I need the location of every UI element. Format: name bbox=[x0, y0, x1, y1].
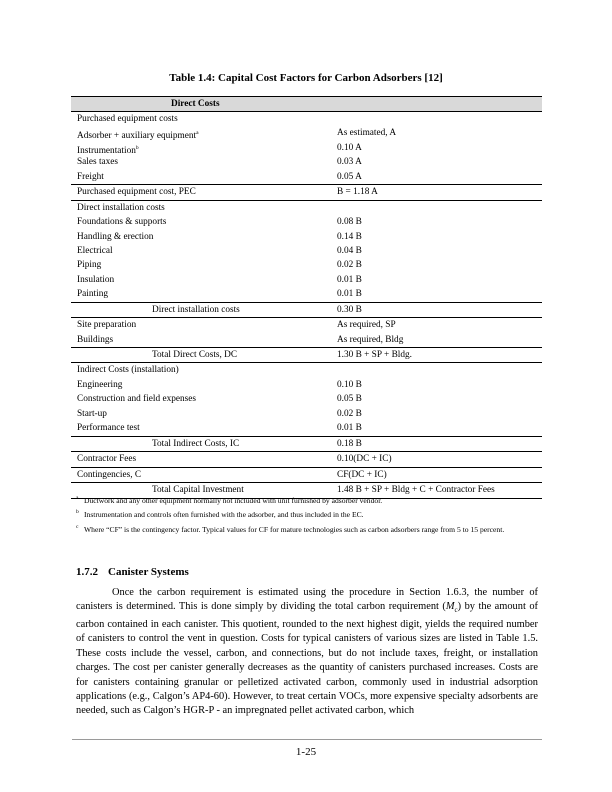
row-value: As required, Bldg bbox=[337, 334, 404, 345]
row-value: 0.01 B bbox=[337, 423, 362, 434]
row-label: Direct installation costs bbox=[77, 202, 165, 213]
footnote-mark: b bbox=[76, 509, 79, 516]
table-row bbox=[71, 244, 542, 258]
row-label-text: Instrumentation bbox=[77, 145, 136, 156]
footnote-b bbox=[76, 510, 544, 520]
row-value: As estimated, A bbox=[337, 128, 397, 139]
row-label: Freight bbox=[77, 171, 104, 182]
row-value: 0.14 B bbox=[337, 231, 362, 242]
table-row bbox=[71, 126, 542, 140]
row-label: Site preparation bbox=[77, 320, 137, 331]
row-value: 0.02 B bbox=[337, 408, 362, 419]
row-label-text: Adsorber + auxiliary equipment bbox=[77, 131, 197, 142]
paragraph-text: Once the carbon requirement is estimated using the procedure in Section 1.6.3, the number of canisters is determined. This is done simply by dividing the total carbon requirement ( bbox=[76, 587, 538, 613]
row-value: 0.01 B bbox=[337, 289, 362, 300]
table-row bbox=[71, 112, 542, 126]
table-row bbox=[71, 141, 542, 155]
table-row bbox=[71, 258, 542, 272]
row-label: Electrical bbox=[77, 245, 113, 256]
row-value: 0.10(DC + IC) bbox=[337, 454, 392, 465]
footnote-text: Where “CF” is the contingency factor. Typical values for CF for mature technologies such as carbon adsorbers range from 5 to 15 percent. bbox=[84, 524, 505, 534]
row-label: Handling & erection bbox=[77, 231, 154, 242]
row-value: 0.10 B bbox=[337, 379, 362, 390]
table-row-subtotal bbox=[71, 303, 542, 318]
table-row-subtotal bbox=[71, 348, 542, 363]
row-value: 0.03 A bbox=[337, 157, 362, 168]
row-value: 0.05 A bbox=[337, 171, 362, 182]
row-value: 0.30 B bbox=[337, 304, 362, 315]
row-label: Buildings bbox=[77, 334, 114, 345]
body-paragraph bbox=[76, 586, 538, 719]
row-label: Total Indirect Costs, IC bbox=[152, 438, 240, 449]
row-value: As required, SP bbox=[337, 320, 396, 331]
row-value: CF(DC + IC) bbox=[337, 469, 387, 480]
table-row bbox=[71, 201, 542, 215]
row-label: Contingencies, C bbox=[77, 469, 142, 480]
row-label: Performance test bbox=[77, 423, 140, 434]
table-row bbox=[71, 333, 542, 348]
table-row bbox=[71, 378, 542, 392]
table-row bbox=[71, 318, 542, 332]
table-row bbox=[71, 185, 542, 200]
table-row bbox=[71, 155, 542, 169]
row-label: Construction and field expenses bbox=[77, 394, 197, 405]
table-header-direct-costs bbox=[71, 96, 542, 112]
row-label: Contractor Fees bbox=[77, 454, 137, 465]
row-label: Insulation bbox=[77, 274, 115, 285]
table-row bbox=[71, 392, 542, 406]
section-heading bbox=[76, 566, 189, 578]
footnote-mark: a bbox=[76, 495, 79, 501]
row-label: Painting bbox=[77, 289, 108, 300]
table-row bbox=[71, 468, 542, 483]
row-label: Sales taxes bbox=[77, 157, 119, 168]
table-row bbox=[71, 407, 542, 421]
row-label: Start-up bbox=[77, 408, 107, 419]
page-number: 1-25 bbox=[295, 746, 317, 758]
row-label: Direct installation costs bbox=[152, 304, 240, 315]
table-row bbox=[71, 215, 542, 229]
table-row bbox=[71, 452, 542, 467]
row-value: 0.04 B bbox=[337, 245, 362, 256]
table-caption: Table 1.4: Capital Cost Factors for Carbon Adsorbers [12] bbox=[169, 72, 443, 84]
row-label: Purchased equipment costs bbox=[77, 114, 178, 124]
row-value: 0.10 A bbox=[337, 142, 362, 153]
row-value: B = 1.18 A bbox=[337, 187, 378, 198]
row-label: Purchased equipment cost, PEC bbox=[77, 187, 196, 198]
row-value: 0.02 B bbox=[337, 260, 362, 271]
footnote-ref-a: a bbox=[196, 130, 199, 137]
row-value: 1.30 B + SP + Bldg. bbox=[337, 350, 412, 360]
section-number: 1.7.2 bbox=[76, 566, 98, 578]
footnote-mark: c bbox=[76, 523, 79, 530]
row-label: Engineering bbox=[77, 379, 123, 390]
table-row bbox=[71, 287, 542, 302]
table-row-subtotal bbox=[71, 437, 542, 452]
row-label: Foundations & supports bbox=[77, 217, 167, 228]
section-title: Canister Systems bbox=[108, 566, 189, 578]
footnote-text: Ductwork and any other equipment normally not included with unit furnished by adsorber vendor. bbox=[84, 496, 383, 505]
header-label: Direct Costs bbox=[171, 99, 220, 109]
table-row bbox=[71, 230, 542, 244]
table-row bbox=[71, 421, 542, 436]
table-row bbox=[71, 363, 542, 377]
table-row bbox=[71, 273, 542, 287]
row-value: 0.01 B bbox=[337, 274, 362, 285]
row-label: Indirect Costs (installation) bbox=[77, 365, 179, 376]
row-label: Total Direct Costs, DC bbox=[152, 350, 238, 360]
cost-factor-table bbox=[71, 96, 542, 499]
row-value: 0.18 B bbox=[337, 438, 362, 449]
variable-mc-subscript: c bbox=[454, 606, 458, 615]
row-value: 0.05 B bbox=[337, 394, 362, 405]
paragraph-text-continued: ) by the amount of carbon contained in each canister. This quotient, rounded to the next highest digit, yields the required number of canisters to control the vent in question. Costs for typical canisters of various sizes are listed in Table 1.5. These costs include the vessel, carbon, and connections, but do not include taxes, freight, or installation charges. The cost per canister generally decreases as the quantity of canisters purchased increases. Costs are for canisters containing granular or pelletized activated carbon, commonly used in industrial adsorption applications (e.g., Calgon’s AP4-60). However, to treat certain VOCs, more expensive specialty adsorbents are needed, such as Calgon’s HGR-P - an impregnated pellet activated carbon, which bbox=[76, 601, 538, 717]
table-row bbox=[71, 170, 542, 185]
footnote-ref-b: b bbox=[135, 144, 139, 151]
footnote-c bbox=[76, 525, 544, 535]
row-label: Total Capital Investment bbox=[152, 484, 244, 495]
variable-mc: M bbox=[445, 601, 455, 613]
footnote-text: Instrumentation and controls often furnished with the adsorber, and thus included in the EC. bbox=[84, 510, 364, 520]
footnote-a bbox=[76, 496, 544, 506]
row-value: 0.08 B bbox=[337, 217, 362, 228]
table-footnotes bbox=[76, 496, 544, 539]
row-label: Piping bbox=[77, 260, 102, 271]
footer-divider bbox=[72, 739, 542, 740]
row-value: 1.48 B + SP + Bldg + C + Contractor Fees bbox=[337, 484, 495, 495]
